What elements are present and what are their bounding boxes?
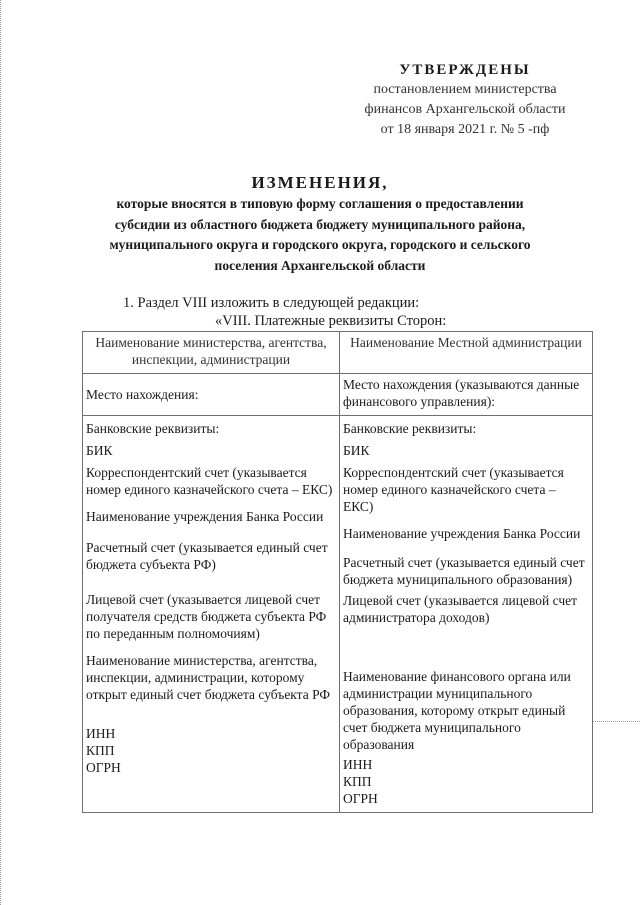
scan-dotted-mark [592,721,640,722]
page-margin-marks [0,0,6,905]
approval-heading: УТВЕРЖДЕНЫ [399,62,531,78]
settlement-account: Расчетный счет (указывается единый счет бюджета муниципального образования) [343,555,585,587]
personal-account: Лицевой счет (указывается лицевой счет получателя средств бюджета субъекта РФ по переданным полномочиям) [86,592,327,641]
section-viii-title: «VIII. Платежные реквизиты Сторон: [215,313,447,329]
kpp-label: КПП [86,743,115,758]
bank-details-right [340,416,593,813]
approval-line-3: от 18 января 2021 г. № 5 -пф [380,122,550,137]
account-owner: Наименование финансового органа или администрации муниципального образования, которому открыт единый счет бюджета муниципального образования [343,669,571,752]
approval-line-2: финансов Архангельской области [364,102,566,117]
bank-details-left [83,416,340,813]
location-right: Место нахождения (указываются данные финансового управления): [340,374,593,416]
bank-title: Банковские реквизиты: [343,421,477,436]
header-local-admin: Наименование Местной администрации [340,332,593,374]
bik-label: БИК [86,443,113,458]
location-left: Место нахождения: [83,374,340,416]
header-ministry: Наименование министерства, агентства, инспекции, администрации [83,332,340,374]
bank-name: Наименование учреждения Банка России [343,526,581,541]
approval-line-1: постановлением министерства [373,82,557,97]
document-subtitle [60,194,580,276]
ogrn-label: ОГРН [86,760,121,775]
subtitle-line: которые вносятся в типовую форму соглашения о предоставлении [116,196,524,211]
bank-title: Банковские реквизиты: [86,421,220,436]
account-owner: Наименование министерства, агентства, инспекции, администрации, которому открыт единый счет бюджета субъекта РФ [86,653,331,702]
payment-details-table [82,331,593,813]
kpp-label: КПП [343,774,372,789]
subtitle-line: субсидии из областного бюджета бюджету муниципального района, [114,216,526,232]
approval-block [340,60,590,140]
subtitle-line: поселения Архангельской области [214,257,426,273]
inn-label: ИНН [86,726,116,741]
bank-name: Наименование учреждения Банка России [86,509,324,524]
bik-label: БИК [343,443,370,458]
table-header-row [83,332,593,374]
ogrn-label: ОГРН [343,791,378,806]
location-row [83,374,593,416]
document-title: ИЗМЕНЕНИЯ, [251,173,389,192]
settlement-account: Расчетный счет (указывается единый счет бюджета субъекта РФ) [86,540,328,572]
inn-label: ИНН [343,757,373,772]
subtitle-line: муниципального округа и городского округа, городского и сельского [109,237,531,252]
bank-details-row [83,416,593,813]
corr-account: Корреспондентский счет (указывается номер единого казначейского счета – ЕКС) [86,465,333,497]
item-1-text: 1. Раздел VIII изложить в следующей редакции: [123,295,420,311]
corr-account: Корреспондентский счет (указывается номер единого казначейского счета – ЕКС) [343,465,564,514]
personal-account: Лицевой счет (указывается лицевой счет администратора доходов) [343,593,578,625]
